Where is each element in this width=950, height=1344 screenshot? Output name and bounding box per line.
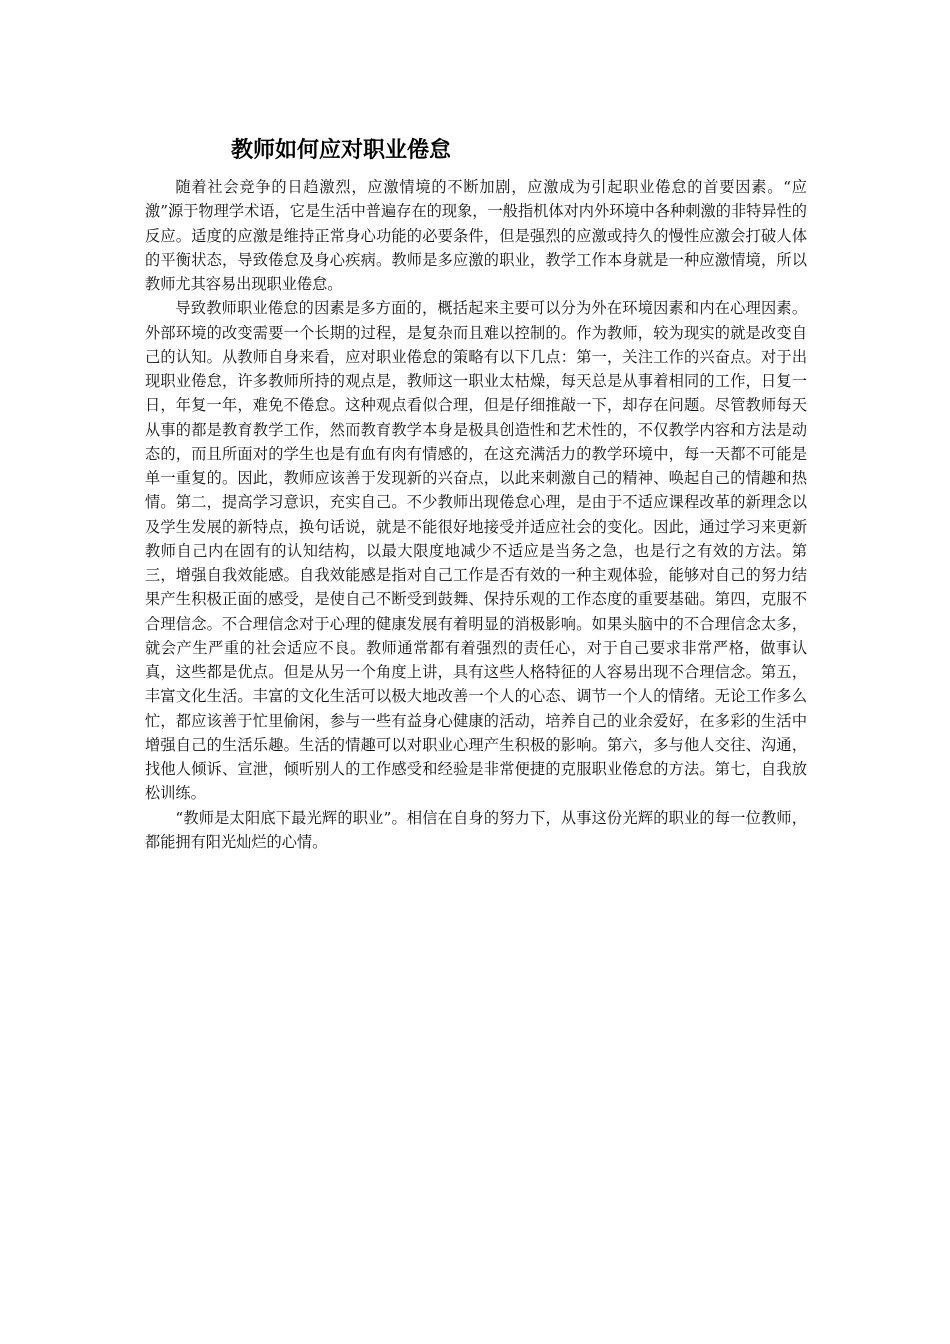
document-title: 教师如何应对职业倦怠: [231, 138, 452, 163]
paragraph-1: 随着社会竞争的日趋激烈，应激情境的不断加剧，应激成为引起职业倦怠的首要因素。“应激”源于物理学术语，它是生活中普遍存在的现象，一般指机体对内外环境中各种刺激的非特异性的反应。适度的应激是维持正常身心功能的必要条件，但是强烈的应激或持久的慢性应激会打破人体的平衡状态，导致倦怠及身心疾病。教师是多应激的职业，教学工作本身就是一种应激情境，所以教师尤其容易出现职业倦怠。: [145, 178, 807, 293]
paragraph-2: 导致教师职业倦怠的因素是多方面的，概括起来主要可以分为外在环境因素和内在心理因素。外部环境的改变需要一个长期的过程，是复杂而且难以控制的。作为教师，较为现实的就是改变自己的认知。从教师自身来看，应对职业倦怠的策略有以下几点：第一，关注工作的兴奋点。对于出现职业倦怠，许多教师所持的观点是，教师这一职业太枯燥，每天总是从事着相同的工作，日复一日，年复一年，难免不倦怠。这种观点看似合理，但是仔细推敲一下，却存在问题。尽管教师每天从事的都是教育教学工作，然而教育教学本身是极具创造性和艺术性的，不仅教学内容和方法是动态的，而且所面对的学生也是有血有肉有情感的，在这充满活力的教学环境中，每一天都不可能是单一重复的。因此，教师应该善于发现新的兴奋点，以此来刺激自己的精神、唤起自己的情趣和热情。第二，提高学习意识，充实自己。不少教师出现倦怠心理，是由于不适应课程改革的新理念以及学生发展的新特点，换句话说，就是不能很好地接受并适应社会的变化。因此，通过学习来更新教师自己内在固有的认知结构，以最大限度地减少不适应是当务之急，也是行之有效的方法。第三，增强自我效能感。自我效能感是指对自己工作是否有效的一种主观体验，能够对自己的努力结果产生积极正面的感受，是使自己不断受到鼓舞、保持乐观的工作态度的重要基础。第四，克服不合理信念。不合理信念对于心理的健康发展有着明显的消极影响。如果头脑中的不合理信念太多，就会产生严重的社会适应不良。教师通常都有着强烈的责任心，对于自己要求非常严格，做事认真，这些都是优点。但是从另一个角度上讲，具有这些人格特征的人容易出现不合理信念。第五，丰富文化生活。丰富的文化生活可以极大地改善一个人的心态、调节一个人的情绪。无论工作多么忙，都应该善于忙里偷闲，参与一些有益身心健康的活动，培养自己的业余爱好，在多彩的生活中增强自己的生活乐趣。生活的情趣可以对职业心理产生积极的影响。第六，多与他人交往、沟通，找他人倾诉、宣泄，倾听别人的工作感受和经验是非常便捷的克服职业倦怠的方法。第七，自我放松训练。: [145, 299, 807, 803]
document-body: [145, 175, 807, 854]
paragraph-3: “教师是太阳底下最光辉的职业”。相信在自身的努力下，从事这份光辉的职业的每一位教师，都能拥有阳光灿烂的心情。: [145, 808, 807, 851]
